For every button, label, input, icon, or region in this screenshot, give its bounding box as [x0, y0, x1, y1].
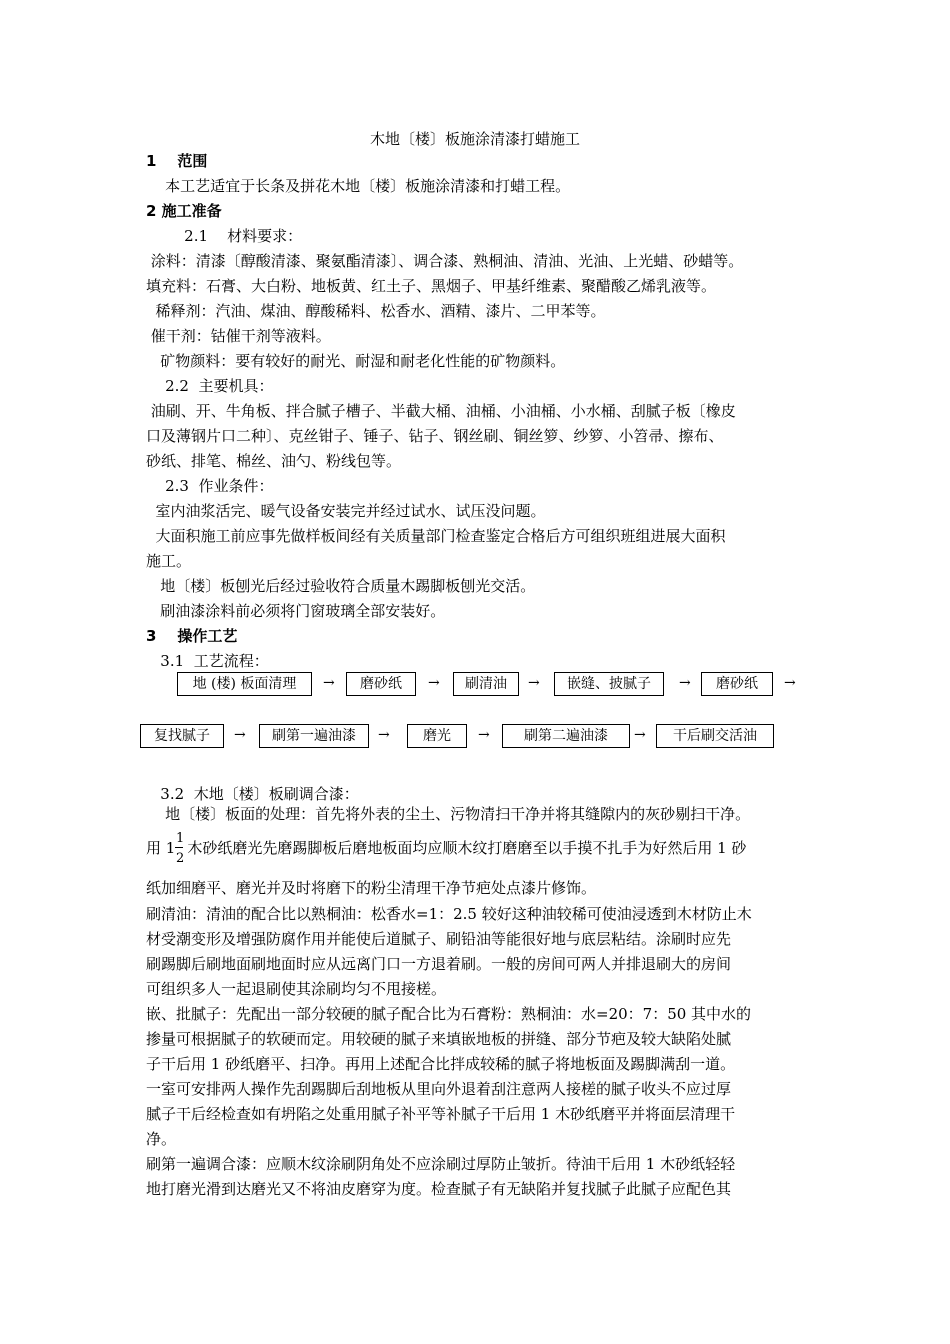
- text-line: 矿物颜料：要有较好的耐光、耐湿和耐老化性能的矿物颜料。: [146, 352, 566, 370]
- flow-step-box: 干后刷交活油: [656, 724, 774, 748]
- text-line: 地打磨光滑到达磨光又不将油皮磨穿为度。检查腻子有无缺陷并复找腻子此腻子应配色其: [146, 1180, 732, 1198]
- text-line: 3.1 工艺流程：: [146, 652, 269, 670]
- section-heading: 3 操作工艺: [146, 627, 238, 645]
- fraction-line: [146, 838, 746, 858]
- text-line: 材受潮变形及增强防腐作用并能使后道腻子、刷铅油等能很好地与底层粘结。涂刷时应先: [146, 930, 732, 948]
- text-line: 涂料：清漆〔醇酸清漆、聚氨酯清漆〕、调合漆、熟桐油、清油、光油、上光蜡、砂蜡等。: [146, 252, 744, 270]
- text-line: 刷清油：清油的配合比以熟桐油：松香水=1：2.5 较好这种油较稀可使油浸透到木材防止木: [146, 905, 752, 923]
- text-line: 填充料：石膏、大白粉、地板黄、红土子、黑烟子、甲基纤维素、聚醋酸乙烯乳液等。: [146, 277, 717, 295]
- flow-arrow-icon: →: [528, 675, 540, 691]
- text-line: 油刷、开、牛角板、拌合腻子槽子、半截大桶、油桶、小油桶、小水桶、刮腻子板〔橡皮: [146, 402, 736, 420]
- fraction-bar: [175, 847, 183, 848]
- text-line: 2.1 材料要求：: [146, 227, 303, 245]
- text-line: 刷油漆涂料前必须将门窗玻璃全部安装好。: [146, 602, 446, 620]
- document-title: 木地〔楼〕板施涂清漆打蜡施工: [369, 130, 580, 148]
- flow-step-box: 磨砂纸: [701, 672, 773, 696]
- flow-arrow-icon: →: [234, 727, 246, 743]
- section-heading: 1 范围: [146, 152, 208, 170]
- text-line: 净。: [146, 1130, 177, 1148]
- text-line: 2.3 作业条件：: [146, 477, 274, 495]
- flow-step-box: 刷清油: [453, 672, 519, 696]
- fraction-line-after: 木砂纸磨光先磨踢脚板后磨地板面均应顺木纹打磨磨至以手摸不扎手为好然后用 1 砂: [187, 839, 747, 857]
- flow-step-box: 刷第一遍油漆: [259, 724, 369, 748]
- section-heading: 2 施工准备: [146, 202, 222, 220]
- flow-step-box: 刷第二遍油漆: [502, 724, 630, 748]
- flow-arrow-icon: →: [478, 727, 490, 743]
- text-line: 刷第一遍调合漆：应顺木纹涂刷阴角处不应涂刷过厚防止皱折。待油干后用 1 木砂纸轻轻: [146, 1155, 736, 1173]
- text-line: 口及薄钢片口二种〕、克丝钳子、锤子、钻子、钢丝刷、铜丝箩、纱箩、小笤帚、擦布、: [146, 427, 724, 445]
- text-line: 本工艺适宜于长条及拼花木地〔楼〕板施涂清漆和打蜡工程。: [146, 177, 571, 195]
- text-line: 大面积施工前应事先做样板间经有关质量部门检查鉴定合格后方可组织班组进展大面积: [146, 527, 726, 545]
- flow-arrow-icon: →: [634, 727, 646, 743]
- flow-step-box: 嵌缝、披腻子: [554, 672, 664, 696]
- text-line: 地〔楼〕板面的处理：首先将外表的尘土、污物清扫干净并将其缝隙内的灰砂剔扫干净。: [146, 805, 751, 823]
- text-line: 掺量可根据腻子的软硬而定。用较硬的腻子来填嵌地板的拼缝、部分节疤及较大缺陷处腻: [146, 1030, 732, 1048]
- flow-arrow-icon: →: [428, 675, 440, 691]
- text-line: 可组织多人一起退刷使其涂刷均匀不甩接槎。: [146, 980, 447, 998]
- flow-arrow-icon: →: [679, 675, 691, 691]
- text-line: 2.2 主要机具：: [146, 377, 274, 395]
- text-line: 刷踢脚后刷地面刷地面时应从远离门口一方退着刷。一般的房间可两人并排退刷大的房间: [146, 955, 732, 973]
- text-line: 一室可安排两人操作先刮踢脚后刮地板从里向外退着刮注意两人接槎的腻子收头不应过厚: [146, 1080, 732, 1098]
- flow-arrow-icon: →: [784, 675, 796, 691]
- text-line: 地〔楼〕板刨光后经过验收符合质量木踢脚板刨光交活。: [146, 577, 536, 595]
- fraction-numerator: 1: [176, 831, 185, 846]
- flow-arrow-icon: →: [378, 727, 390, 743]
- text-line: 腻子干后经检查如有坍陷之处重用腻子补平等补腻子干后用 1 木砂纸磨平并将面层清理干: [146, 1105, 736, 1123]
- text-line: 室内油浆活完、暖气设备安装完并经过试水、试压没问题。: [146, 502, 546, 520]
- text-line: 纸加细磨平、磨光并及时将磨下的粉尘清理干净节疤处点漆片修饰。: [146, 879, 597, 897]
- text-line: 砂纸、排笔、棉丝、油勺、粉线包等。: [146, 452, 402, 470]
- fraction-line-before: 用 1: [146, 839, 176, 857]
- fraction-denominator: 2: [176, 851, 185, 866]
- text-line: 子干后用 1 砂纸磨平、扫净。再用上述配合比拌成较稀的腻子将地板面及踢脚满刮一道。: [146, 1055, 736, 1073]
- flow-step-box: 复找腻子: [140, 724, 224, 748]
- flow-step-box: 地 (楼) 板面清理: [177, 672, 312, 696]
- text-line: 嵌、批腻子：先配出一部分较硬的腻子配合比为石膏粉：熟桐油：水=20：7：50 其中水的: [146, 1005, 752, 1023]
- flow-step-box: 磨光: [407, 724, 467, 748]
- text-line: 稀释剂：汽油、煤油、醇酸稀料、松香水、酒精、漆片、二甲苯等。: [146, 302, 606, 320]
- text-line: 催干剂：钴催干剂等液料。: [146, 327, 331, 345]
- flow-arrow-icon: →: [323, 675, 335, 691]
- text-line: 3.2 木地〔楼〕板刷调合漆：: [146, 785, 359, 803]
- text-line: 施工。: [146, 552, 192, 570]
- flow-step-box: 磨砂纸: [346, 672, 416, 696]
